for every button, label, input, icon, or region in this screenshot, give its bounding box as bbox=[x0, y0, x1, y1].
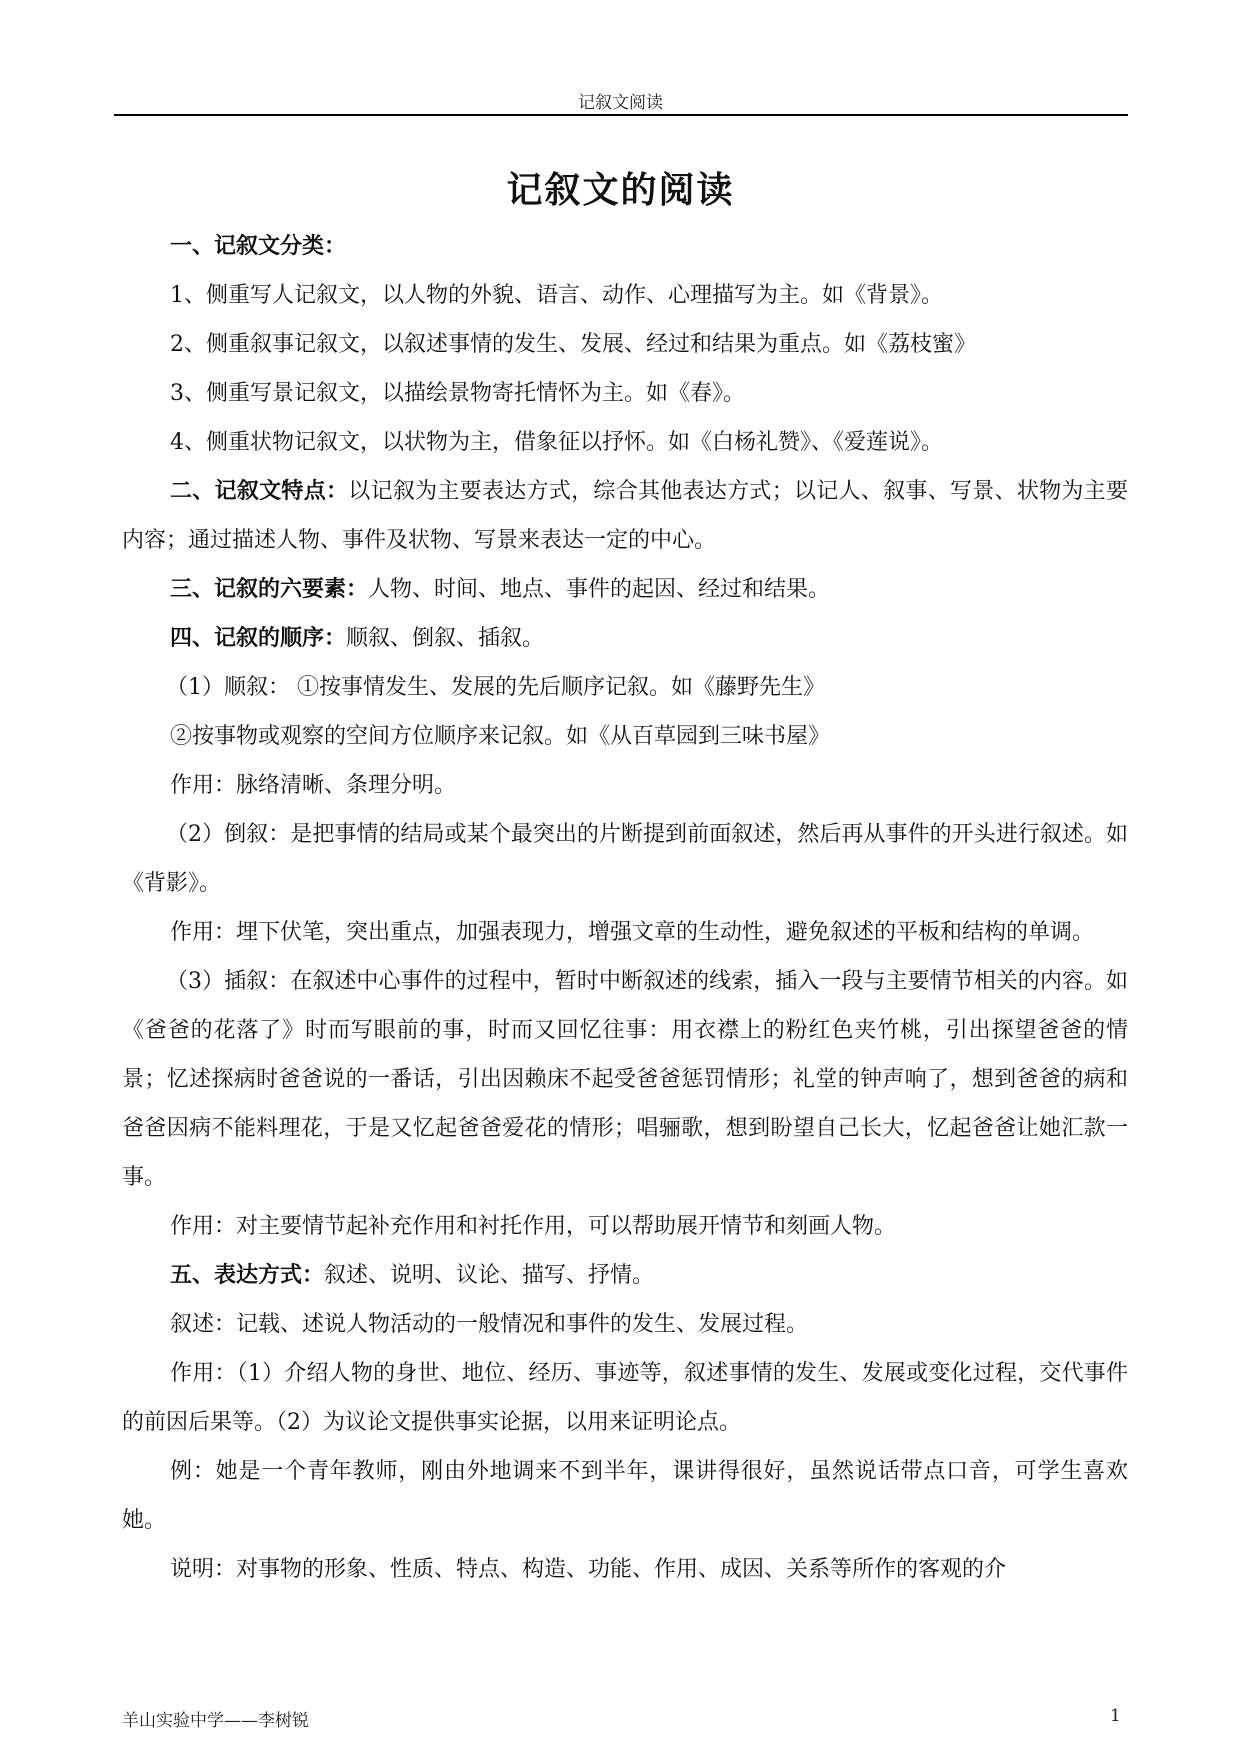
paragraph: （1）顺叙： ①按事情发生、发展的先后顺序记叙。如《藤野先生》 bbox=[166, 675, 825, 700]
section-5-paragraph: 五、表达方式：叙述、说明、议论、描写、抒情。 bbox=[170, 1262, 655, 1288]
header-rule bbox=[114, 114, 1128, 116]
section-heading-5: 五、表达方式： bbox=[170, 1262, 325, 1288]
section-heading-3: 三、记叙的六要素： bbox=[170, 576, 369, 602]
section-heading-2: 二、记叙文特点： bbox=[170, 478, 349, 504]
paragraph: 作用：对主要情节起补充作用和衬托作用，可以帮助展开情节和刻画人物。 bbox=[170, 1214, 897, 1239]
section-heading-1: 一、记叙文分类： bbox=[170, 233, 347, 259]
section-4-paragraph: 四、记叙的顺序：顺叙、倒叙、插叙。 bbox=[170, 625, 545, 651]
paragraph: 说明：对事物的形象、性质、特点、构造、功能、作用、成因、关系等所作的客观的介 bbox=[170, 1557, 1007, 1582]
paragraph: （3）插叙：在叙述中心事件的过程中，暂时中断叙述的线索，插入一段与主要情节相关的内容。如《爸爸的花落了》时而写眼前的事，时而又回忆往事：用衣襟上的粉红色夹竹桃，引出探望爸爸的情景；忆述探病时爸爸说的一番话，引出因赖床不起受爸爸惩罚情形；礼堂的钟声响了，想到爸爸的病和爸爸因病不能料理花，于是又忆起爸爸爱花的情形；唱骊歌，想到盼望自己长大，忆起爸爸让她汇款一事。 bbox=[122, 969, 1128, 1190]
paragraph: （2）倒叙：是把事情的结局或某个最突出的片断提到前面叙述，然后再从事件的开头进行叙述。如《背影》。 bbox=[122, 822, 1128, 896]
document-title: 记叙文的阅读 bbox=[506, 169, 735, 211]
paragraph: 例：她是一个青年教师，刚由外地调来不到半年，课讲得很好，虽然说话带点口音，可学生喜欢她。 bbox=[122, 1459, 1128, 1533]
section-2-paragraph: 二、记叙文特点：以记叙为主要表达方式，综合其他表达方式；以记人、叙事、写景、状物为主要内容；通过描述人物、事件及状物、写景来表达一定的中心。 bbox=[122, 478, 1128, 553]
list-item: 4、侧重状物记叙文，以状物为主，借象征以抒怀。如《白杨礼赞》、《爱莲说》。 bbox=[170, 430, 943, 455]
paragraph: 作用：脉络清晰、条理分明。 bbox=[170, 773, 457, 798]
list-item: 3、侧重写景记叙文，以描绘景物寄托情怀为主。如《春》。 bbox=[170, 381, 745, 406]
paragraph: 作用：埋下伏笔，突出重点，加强表现力，增强文章的生动性，避免叙述的平板和结构的单调。 bbox=[170, 920, 1095, 945]
list-item: 2、侧重叙事记叙文，以叙述事情的发生、发展、经过和结果为重点。如《荔枝蜜》 bbox=[170, 332, 976, 357]
paragraph: ②按事物或观察的空间方位顺序来记叙。如《从百草园到三味书屋》 bbox=[170, 724, 831, 749]
paragraph: 作用：（1）介绍人物的身世、地位、经历、事迹等，叙述事情的发生、发展或变化过程，交代事件的前因后果等。（2）为议论文提供事实论据，以用来证明论点。 bbox=[122, 1361, 1128, 1435]
footer-author: 羊山实验中学——李树锐 bbox=[122, 1711, 309, 1731]
section-3-paragraph: 三、记叙的六要素：人物、时间、地点、事件的起因、经过和结果。 bbox=[170, 576, 831, 602]
paragraph: 叙述：记载、述说人物活动的一般情况和事件的发生、发展过程。 bbox=[170, 1312, 809, 1337]
running-header: 记叙文阅读 bbox=[578, 93, 663, 113]
page-number: 1 bbox=[1110, 1706, 1121, 1726]
document-body bbox=[122, 222, 1128, 1594]
section-heading-4: 四、记叙的顺序： bbox=[170, 625, 347, 651]
list-item: 1、侧重写人记叙文，以人物的外貌、语言、动作、心理描写为主。如《背景》。 bbox=[170, 283, 943, 308]
